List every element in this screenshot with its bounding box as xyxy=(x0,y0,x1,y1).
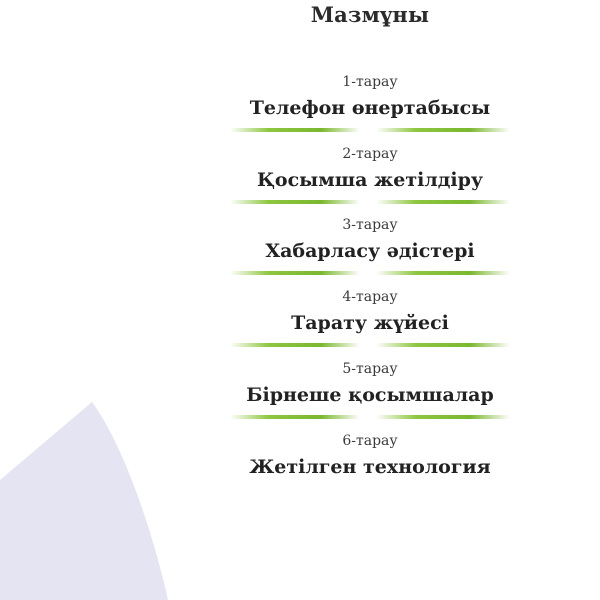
page-title: Мазмұны xyxy=(310,2,430,27)
toc-entry-2[interactable] xyxy=(220,145,520,204)
chapter-title: Жетілген технология xyxy=(249,456,491,478)
toc-entry-6[interactable] xyxy=(220,432,520,481)
chapter-number: 1-тарау xyxy=(342,74,398,90)
chapter-title: Тарату жүйесі xyxy=(291,312,449,334)
toc-entry-4[interactable] xyxy=(220,288,520,347)
chapter-title: Бірнеше қосымшалар xyxy=(246,384,494,406)
toc-entry-3[interactable] xyxy=(220,216,520,275)
chapter-number: 5-тарау xyxy=(342,361,398,377)
chapter-number: 3-тарау xyxy=(342,217,398,233)
chapter-number: 6-тарау xyxy=(342,433,398,449)
chapter-divider xyxy=(230,200,510,204)
chapter-divider xyxy=(230,128,510,132)
chapter-divider xyxy=(230,415,510,419)
chapter-divider xyxy=(230,271,510,275)
decorative-side-shape xyxy=(0,0,200,600)
toc-entry-5[interactable] xyxy=(220,360,520,419)
chapter-number: 4-тарау xyxy=(342,289,398,305)
chapter-title: Телефон өнертабысы xyxy=(249,97,491,119)
chapter-number: 2-тарау xyxy=(342,146,398,162)
chapter-divider xyxy=(230,343,510,347)
chapter-title: Хабарласу әдістері xyxy=(265,240,475,262)
toc-entry-1[interactable] xyxy=(220,73,520,132)
chapter-title: Қосымша жетілдіру xyxy=(256,169,484,191)
